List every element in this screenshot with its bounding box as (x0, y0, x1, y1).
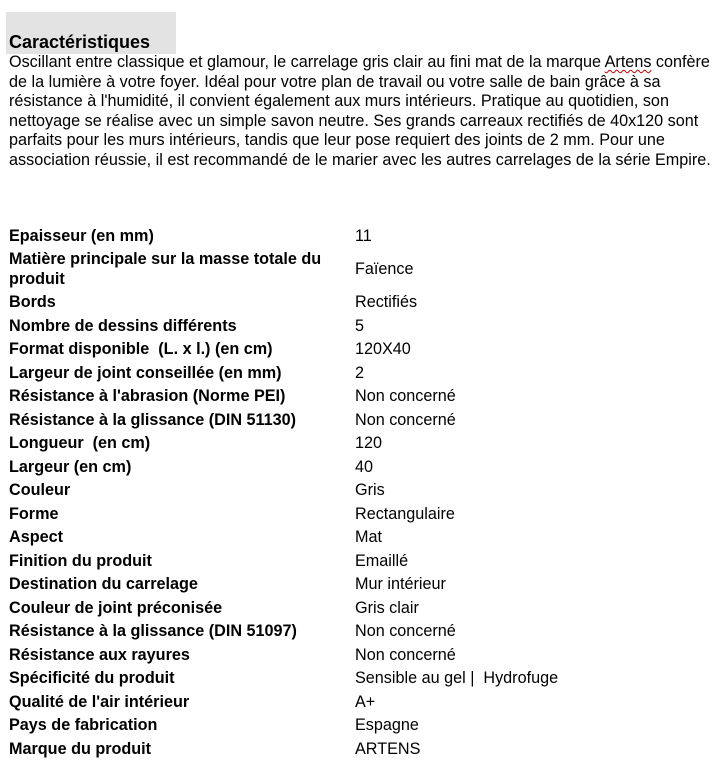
table-row (9, 549, 709, 573)
table-row (9, 596, 709, 620)
table-row (9, 737, 709, 761)
spec-value: Gris (355, 481, 385, 500)
spec-label: Bords (9, 293, 56, 312)
table-row (9, 526, 709, 550)
table-row (9, 620, 709, 644)
spec-value: 120X40 (355, 340, 411, 359)
table-row (9, 479, 709, 503)
spec-value: A+ (355, 692, 376, 711)
spec-label: Résistance à l'abrasion (Norme PEI) (9, 387, 286, 406)
spec-label: Marque du produit (9, 739, 152, 758)
spec-value: 120 (355, 434, 383, 453)
spec-value: 2 (355, 363, 365, 382)
spec-value: Non concerné (355, 622, 456, 641)
description-text-start: Oscillant entre classique et glamour, le carrelage gris clair au fini mat de la marque (9, 53, 605, 71)
table-row (9, 502, 709, 526)
spec-label: Aspect (9, 528, 63, 547)
spec-label: Largeur de joint conseillée (en mm) (9, 363, 282, 382)
spec-label: Epaisseur (en mm) (9, 226, 154, 245)
spec-label: Résistance à la glissance (DIN 51130) (9, 410, 297, 429)
table-row (9, 385, 709, 409)
spec-value: 5 (355, 316, 365, 335)
table-row (9, 643, 709, 667)
spec-value: 11 (355, 226, 372, 245)
spec-label: Finition du produit (9, 551, 152, 570)
spec-value: Rectangulaire (355, 504, 455, 523)
spec-value: Non concerné (355, 645, 456, 664)
table-row (9, 432, 709, 456)
table-row (9, 714, 709, 738)
spec-label: Couleur (9, 481, 71, 500)
table-row (9, 690, 709, 714)
spec-value: Rectifiés (355, 293, 418, 312)
spec-value: Espagne (355, 716, 419, 735)
table-row (9, 573, 709, 597)
spec-value: Mat (355, 528, 382, 547)
section-title: Caractéristiques (9, 32, 151, 52)
spec-value: Faïence (355, 260, 414, 278)
spec-label: Destination du carrelage (9, 575, 198, 594)
spec-label: Format disponible (L. x l.) (en cm) (9, 340, 273, 359)
table-row (9, 338, 709, 362)
spec-value: Emaillé (355, 551, 409, 570)
spec-label: Résistance à la glissance (DIN 51097) (9, 622, 297, 641)
table-row (9, 224, 709, 248)
spec-label: Largeur (en cm) (9, 457, 132, 476)
brand-word: Artens (604, 53, 652, 71)
spec-label: Résistance aux rayures (9, 645, 190, 664)
spec-value: Mur intérieur (355, 575, 446, 594)
spec-value: Sensible au gel | Hydrofuge (355, 669, 559, 688)
spec-label: Qualité de l'air intérieur (9, 692, 190, 711)
spec-label: Matière principale sur la masse totale du produit (9, 250, 322, 288)
table-row (9, 361, 709, 385)
table-row (9, 248, 709, 291)
product-description (9, 53, 711, 171)
spec-value: 40 (355, 457, 374, 476)
spec-label: Pays de fabrication (9, 716, 158, 735)
spec-label: Nombre de dessins différents (9, 316, 237, 335)
spec-value: Non concerné (355, 387, 456, 406)
table-row (9, 291, 709, 315)
table-row (9, 408, 709, 432)
spec-value: ARTENS (355, 739, 421, 758)
specs-table (9, 224, 709, 761)
table-row (9, 314, 709, 338)
table-row (9, 455, 709, 479)
spec-label: Longueur (en cm) (9, 434, 151, 453)
description-text-end: confère de la lumière à votre foyer. Idéal pour votre plan de travail ou votre salle de bain grâce à sa résistance à l'humidité, il convient également aux murs intérieurs. Pratique au quotidien, son nettoyage se réalise avec un simple savon neutre. Ses grands carreaux rectifiés de 40x120 sont parfaits pour les murs intérieurs, tandis que leur pose requiert des joints de 2 mm. Pour une association réussie, il est recommandé de le marier avec les autres carrelages de la série Empire. (9, 53, 711, 169)
spec-value: Gris clair (355, 598, 419, 617)
spec-label: Forme (9, 504, 59, 523)
table-row (9, 667, 709, 691)
spec-label: Spécificité du produit (9, 669, 175, 688)
spec-label: Couleur de joint préconisée (9, 598, 223, 617)
spec-value: Non concerné (355, 410, 456, 429)
